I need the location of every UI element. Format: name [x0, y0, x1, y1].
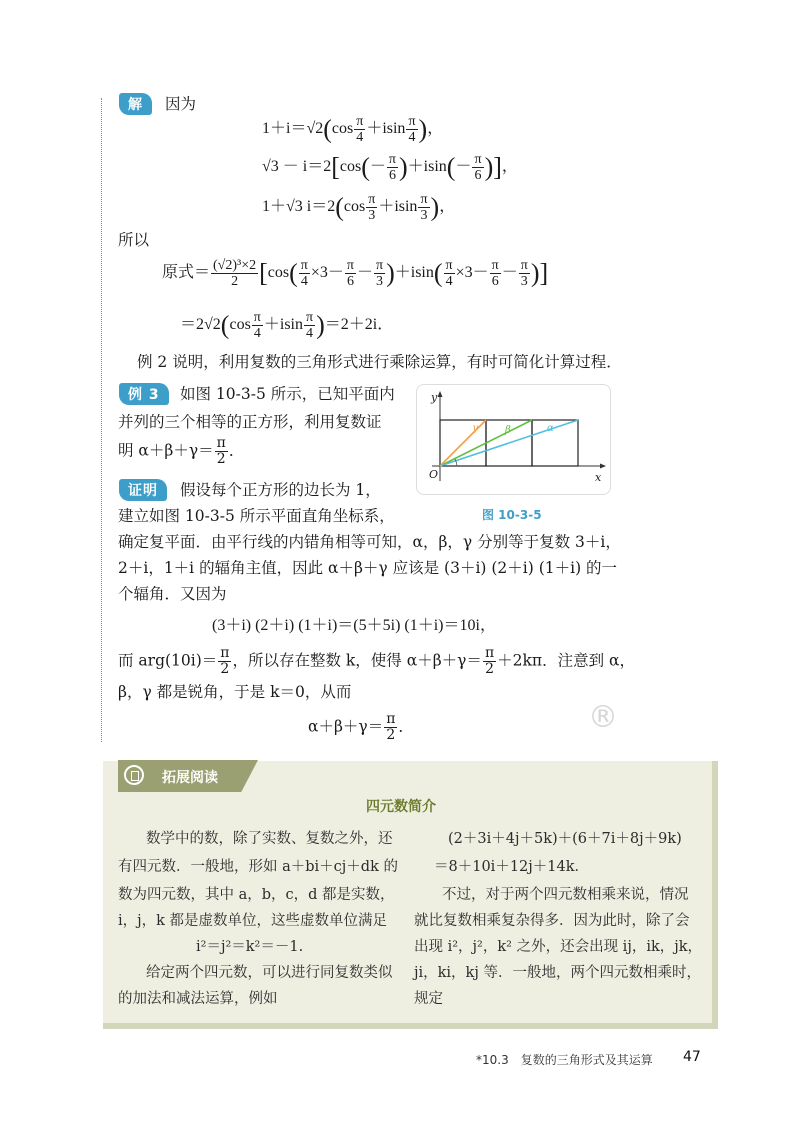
footer-section: *10.3 复数的三角形式及其运算: [476, 1053, 653, 1067]
solution-tag: 解: [119, 93, 152, 115]
margin-guide-line: [101, 98, 102, 742]
reading-right-line-2: ＝8＋10i＋12j＋14k．: [434, 859, 589, 875]
origin-label: O: [429, 468, 439, 481]
proof-equation: (3＋i) (2＋i) (1＋i)＝(5＋5i) (1＋i)＝10i，: [212, 617, 496, 634]
proof-final-equation: α＋β＋γ＝ $\frac{\pi}{2}$ ．: [308, 711, 414, 743]
so-label: 所以: [118, 231, 150, 249]
reading-left-line-4: i，j，k 都是虚数单位，这些虚数单位满足: [118, 913, 388, 929]
equation-1: 1＋i＝√2(cos $\frac{\pi}{4}$ ＋isin $\frac{\pi}{4}$ )，: [262, 114, 444, 145]
reading-right-line-3: 不过，对于两个四元数相乘来说，情况: [442, 887, 689, 903]
reading-left-line-1: 数学中的数，除了实数、复数之外，还: [146, 831, 393, 847]
reading-right-line-7: 规定: [414, 991, 443, 1007]
equation-3: 1＋√3 i＝2(cos $\frac{\pi}{3}$ ＋isin $\frac{\pi}{3}$ )，: [262, 192, 456, 223]
figure-10-3-5: [416, 384, 611, 495]
proof-line-3: 确定复平面．由平行线的内错角相等可知，α，β，γ 分别等于复数 3＋i，: [118, 533, 621, 551]
example-3-line-1: 如图 10-3-5 所示，已知平面内: [180, 385, 395, 403]
gamma-label: γ: [472, 423, 478, 434]
proof-tag: 证明: [119, 479, 167, 501]
proof-line-2: 建立如图 10-3-5 所示平面直角坐标系，: [118, 507, 395, 525]
beta-label: β: [505, 425, 511, 436]
example-3-tag: 例 3: [119, 383, 169, 405]
equation-5: ＝2√2(cos $\frac{\pi}{4}$ ＋isin $\frac{\pi}{4}$ )＝2＋2i．: [180, 310, 394, 341]
reading-header: 拓展阅读: [162, 770, 218, 786]
reading-left-line-3: 数为四元数，其中 a，b，c，d 都是实数，: [118, 887, 395, 903]
reading-left-line-5: i²＝j²＝k²＝－1.: [196, 939, 304, 955]
proof-line-5: 个辐角．又因为: [118, 585, 227, 603]
reading-title: 四元数简介: [366, 799, 436, 815]
registered-mark: ®: [588, 700, 618, 735]
reading-left-line-7: 的加法和减法运算，例如: [118, 991, 278, 1007]
reading-icon: [124, 765, 144, 785]
figure-caption: 图 10-3-5: [482, 508, 542, 522]
reading-right-line-5: 出现 i²，j²，k² 之外，还会出现 ij，ik，jk，: [414, 939, 703, 955]
proof-line-7: β，γ 都是锐角，于是 k＝0，从而: [118, 683, 352, 701]
alpha-label: α: [547, 423, 554, 434]
reading-right-line-4: 就比复数相乘复杂得多．因为此时，除了会: [414, 913, 690, 929]
y-axis-label: y: [431, 391, 438, 404]
proof-line-1: 假设每个正方形的边长为 1，: [180, 481, 381, 499]
page-number: 47: [683, 1049, 701, 1065]
example-3-line-2: 并列的三个相等的正方形，利用复数证: [118, 413, 382, 431]
x-axis-arrow: [600, 464, 606, 469]
remark-text: 例 2 说明，利用复数的三角形式进行乘除运算，有时可简化计算过程．: [137, 353, 622, 371]
example-3-line-3: 明 α＋β＋γ＝ $\frac{\pi}{2}$ ．: [118, 435, 245, 467]
y-axis-arrow: [438, 391, 443, 397]
reading-left-line-6: 给定两个四元数，可以进行同复数类似: [146, 965, 393, 981]
reading-right-line-6: ji，ki，kj 等．一般地，两个四元数相乘时，: [414, 965, 701, 981]
figure-diagram: [417, 385, 610, 494]
x-axis-label: x: [595, 471, 602, 484]
proof-line-6: 而 arg(10i)＝ $\frac{\pi}{2}$ ，所以存在整数 k，使得 α＋β＋γ＝ $\frac{\pi}{2}$ ＋2kπ．注意到 α，: [118, 645, 635, 677]
equation-4: 原式＝ $\frac{\text{(√2)³×2}}{2}$ [cos( $\frac{\pi}{4}$ ×3－ $\frac{\pi}{6}$ － $\frac{\pi}{3}$ )＋isin( $\frac{\pi}{4}$ ×3－ $\frac{\pi}{6}$ － $\frac{\pi}{3}$ )]: [162, 258, 549, 289]
equation-2: √3 － i＝2[cos(－ $\frac{\pi}{6}$ )＋isin(－ $\frac{\pi}{6}$ )]，: [262, 152, 518, 183]
reading-left-line-2: 有四元数．一般地，形如 a＋bi＋cj＋dk 的: [118, 859, 398, 875]
proof-line-4: 2＋i，1＋i 的辐角主值，因此 α＋β＋γ 应该是 (3＋i) (2＋i) (1＋i) 的一: [118, 559, 618, 577]
solution-intro: 因为: [165, 95, 197, 113]
reading-right-line-1: (2＋3i＋4j＋5k)＋(6＋7i＋8j＋9k): [448, 831, 682, 847]
